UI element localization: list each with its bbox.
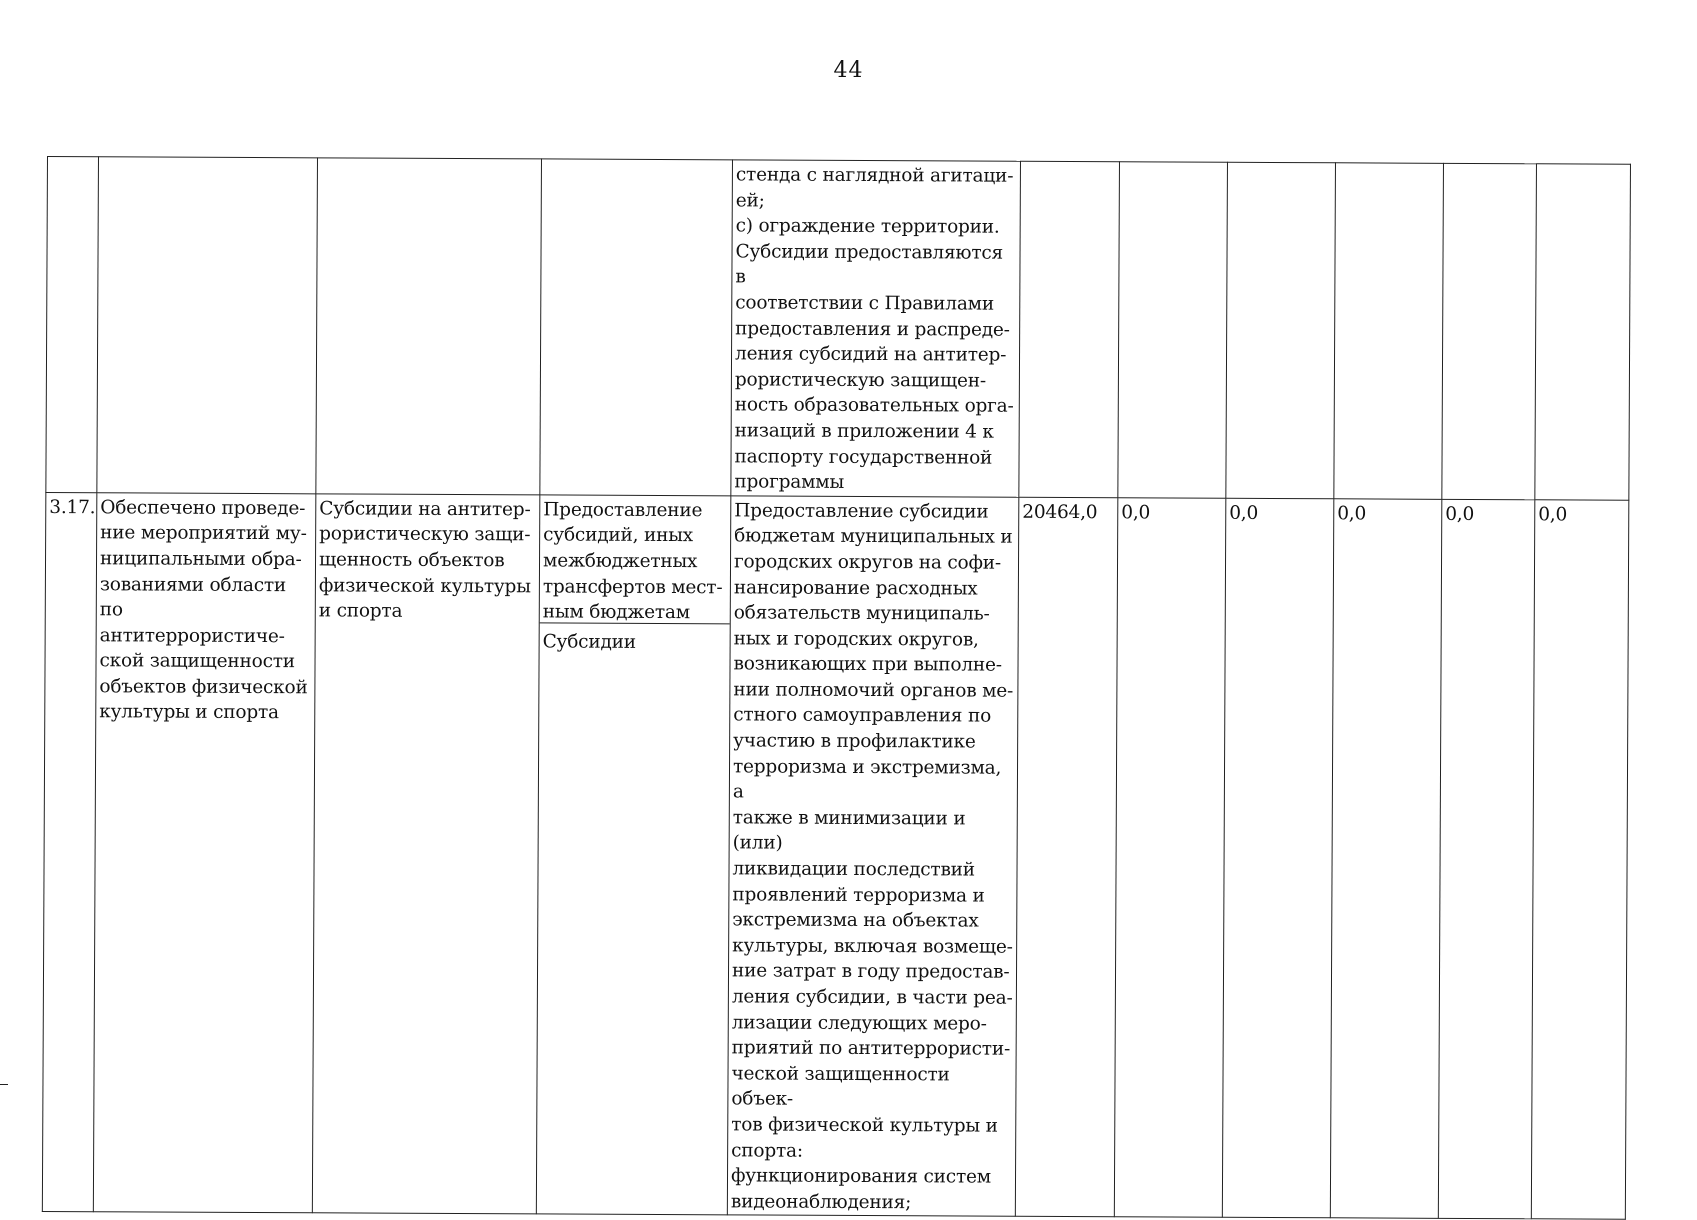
cell-row-number (42, 492, 97, 1212)
value-year-2: 0,0 (1229, 502, 1259, 524)
subsidy-name-text: Субсидии на антитер- рористическую защи- щенность объектов физической культуры и спорта (318, 498, 531, 622)
cell-value-year-1 (1114, 497, 1226, 1217)
description-text: Предоставление субсидии бюджетам муниципальных и городских округов на софи- нансирование расходных обязательств муниципаль- ных и городских округов, возникающих при выполне- нии полномочий органов ме- стного самоуправления по участию в профилактике терроризма и экстремизма, а также в минимизации и (или) ликвидации последствий проявлений терроризма и экстремизма на объектах культуры, включая возмеще- ние затрат в году предостав- ления субсидии, в части реа- лизации следующих меро- приятий по антитеррористи- ческой защищенности объек- тов физической культуры и спорта: функционирования систем видеонаблюдения; (730, 500, 1014, 1213)
cell-value-year-4 (1438, 499, 1535, 1219)
cell-value-empty (1535, 164, 1631, 500)
cell-subsidy-name (312, 494, 540, 1215)
cell-result (93, 492, 316, 1213)
margin-mark (0, 1084, 8, 1085)
cell-value-empty (1442, 163, 1537, 499)
value-year-4: 0,0 (1445, 503, 1475, 525)
table-row-3-17 (42, 492, 1628, 1219)
cell-value-year-5 (1531, 499, 1629, 1219)
row-number: 3.17. (49, 496, 96, 518)
cell-result-empty (97, 157, 318, 494)
form-type-text: Субсидии (542, 631, 637, 653)
value-total: 20464,0 (1022, 501, 1098, 523)
cell-form-of-support (536, 495, 731, 1216)
value-year-3: 0,0 (1337, 503, 1367, 525)
cell-value-empty (1334, 163, 1444, 499)
program-table (42, 156, 1631, 1220)
description-continuation-text: стенда с наглядной агитаци- ей; с) ограждение территории. Субсидии предоставляются в соответствии с Правилами предоставления и распреде- ления субсидий на антитер- рористическую защищен- ность образовательных орга- низаций в приложении 4 к паспорту государственной программы (734, 164, 1014, 494)
form-of-support-text: Предоставление субсидий, иных межбюджетных трансфертов мест- ным бюджетам (540, 495, 731, 624)
cell-value-year-2 (1222, 498, 1334, 1218)
cell-value-empty (1019, 161, 1120, 497)
cell-form-empty (540, 159, 733, 496)
cell-value-empty (1226, 162, 1336, 498)
cell-description (727, 496, 1019, 1217)
cell-description-continuation (731, 160, 1021, 497)
value-year-1: 0,0 (1121, 501, 1151, 524)
page-number: 44 (833, 58, 864, 83)
result-text: Обеспечено проведе- ние мероприятий му- ниципальными обра- зованиями области по антитеррористиче- ской защищенности объектов физической культуры и спорта (99, 496, 308, 724)
cell-value-empty (1118, 162, 1228, 498)
cell-value-year-3 (1330, 499, 1442, 1219)
cell-value-total (1015, 497, 1118, 1217)
value-year-5: 0,0 (1538, 504, 1568, 526)
continuation-row (46, 157, 1631, 500)
cell-number-empty (46, 157, 99, 493)
cell-subsidy-empty (316, 158, 542, 495)
